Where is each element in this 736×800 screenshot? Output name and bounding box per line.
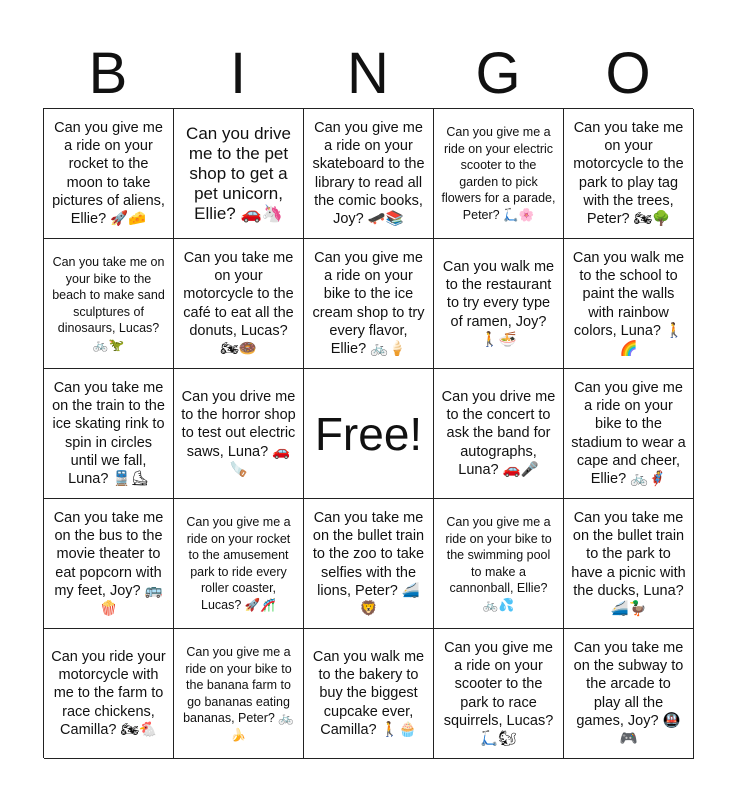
cell-text: Can you take me on the bullet train to the zoo to take selfies with the lions, Peter? 🚄🦁 — [312, 509, 425, 618]
bingo-cell[interactable] — [564, 629, 694, 759]
bingo-board — [43, 108, 693, 758]
bingo-cell[interactable] — [44, 239, 174, 369]
cell-text: Can you take me on the subway to the arcade to play all the games, Joy? 🚇🎮 — [573, 639, 684, 748]
bingo-cell[interactable] — [304, 629, 434, 759]
cell-text: Can you take me on the bullet train to the park to have a picnic with the ducks, Luna? 🚄🦆 — [571, 509, 686, 618]
cell-text: Can you walk me to the school to paint the walls with rainbow colors, Luna? 🚶🌈 — [572, 249, 685, 358]
bingo-cell[interactable] — [44, 109, 174, 239]
bingo-cell[interactable] — [304, 499, 434, 629]
cell-text: Can you take me on the train to the ice skating rink to spin in circles until we fall, Luna? 🚆⛸ — [52, 379, 165, 488]
cell-text: Can you give me a ride on your rocket to the moon to take pictures of aliens, Ellie? 🚀🧀 — [52, 119, 165, 228]
cell-text: Can you drive me to the concert to ask the band for autographs, Luna? 🚗🎤 — [441, 388, 556, 478]
cell-text: Can you give me a ride on your skateboard to the library to read all the comic books, Joy? 🛹📚 — [312, 119, 425, 228]
bingo-cell[interactable] — [304, 239, 434, 369]
cell-text: Can you ride your motorcycle with me to the farm to race chickens, Camilla? 🏍🐔 — [51, 648, 166, 738]
bingo-cell[interactable] — [44, 369, 174, 499]
cell-text: Can you drive me to the horror shop to test out electric saws, Luna? 🚗🪚 — [181, 388, 296, 478]
cell-text: Can you take me on the bus to the movie theater to eat popcorn with my feet, Joy? 🚌🍿 — [53, 509, 164, 618]
bingo-cell[interactable] — [174, 369, 304, 499]
title-letter-i: I — [229, 41, 247, 106]
bingo-cell[interactable] — [434, 499, 564, 629]
bingo-cell[interactable] — [44, 629, 174, 759]
cell-text: Can you give me a ride on your bike to the ice cream shop to try every flavor, Ellie? 🚲🍦 — [312, 249, 425, 358]
cell-text: Can you give me a ride on your electric scooter to the garden to pick flowers for a parade, Peter? 🛴🌸 — [441, 125, 556, 222]
bingo-cell[interactable] — [434, 369, 564, 499]
bingo-cell[interactable] — [304, 109, 434, 239]
bingo-cell[interactable] — [434, 629, 564, 759]
cell-text: Can you give me a ride on your rocket to the amusement park to ride every roller coaster, Lucas? 🚀🎢 — [186, 515, 291, 612]
cell-text: Can you walk me to the restaurant to try every type of ramen, Joy? 🚶🍜 — [442, 258, 555, 348]
cell-text: Can you give me a ride on your bike to the swimming pool to make a cannonball, Ellie? 🚲💦 — [445, 515, 552, 612]
cell-text: Can you give me a ride on your bike to the banana farm to go bananas eating bananas, Peter? 🚲🍌 — [183, 645, 294, 742]
title-letter-o: O — [605, 41, 651, 106]
cell-text: Can you take me on your motorcycle to the park to play tag with the trees, Peter? 🏍🌳 — [573, 119, 684, 228]
cell-text: Can you take me on your motorcycle to the café to eat all the donuts, Lucas? 🏍🍩 — [183, 249, 294, 358]
free-space-label: Free! — [314, 407, 423, 460]
cell-text: Can you give me a ride on your scooter to the park to race squirrels, Lucas? 🛴🐿 — [443, 639, 554, 748]
bingo-cell[interactable] — [44, 499, 174, 629]
title-letter-n: N — [347, 41, 389, 106]
free-space[interactable] — [304, 369, 434, 499]
bingo-cell[interactable] — [434, 109, 564, 239]
bingo-cell[interactable] — [174, 499, 304, 629]
bingo-cell[interactable] — [434, 239, 564, 369]
bingo-cell[interactable] — [564, 499, 694, 629]
title-letter-g: G — [475, 41, 521, 106]
bingo-cell[interactable] — [564, 369, 694, 499]
bingo-title — [43, 40, 693, 108]
cell-text: Can you take me on your bike to the beach to make sand sculptures of dinosaurs, Lucas? 🚲🦖 — [52, 255, 165, 352]
bingo-cell[interactable] — [174, 239, 304, 369]
title-letter-b: B — [88, 41, 128, 106]
bingo-cell[interactable] — [564, 239, 694, 369]
bingo-cell[interactable] — [564, 109, 694, 239]
cell-text: Can you give me a ride on your bike to the stadium to wear a cape and cheer, Ellie? 🚲🦸 — [571, 379, 686, 488]
bingo-cell[interactable] — [174, 109, 304, 239]
cell-text: Can you drive me to the pet shop to get a pet unicorn, Ellie? 🚗🦄 — [186, 123, 291, 223]
cell-text: Can you walk me to the bakery to buy the biggest cupcake ever, Camilla? 🚶🧁 — [312, 648, 425, 738]
bingo-cell[interactable] — [174, 629, 304, 759]
